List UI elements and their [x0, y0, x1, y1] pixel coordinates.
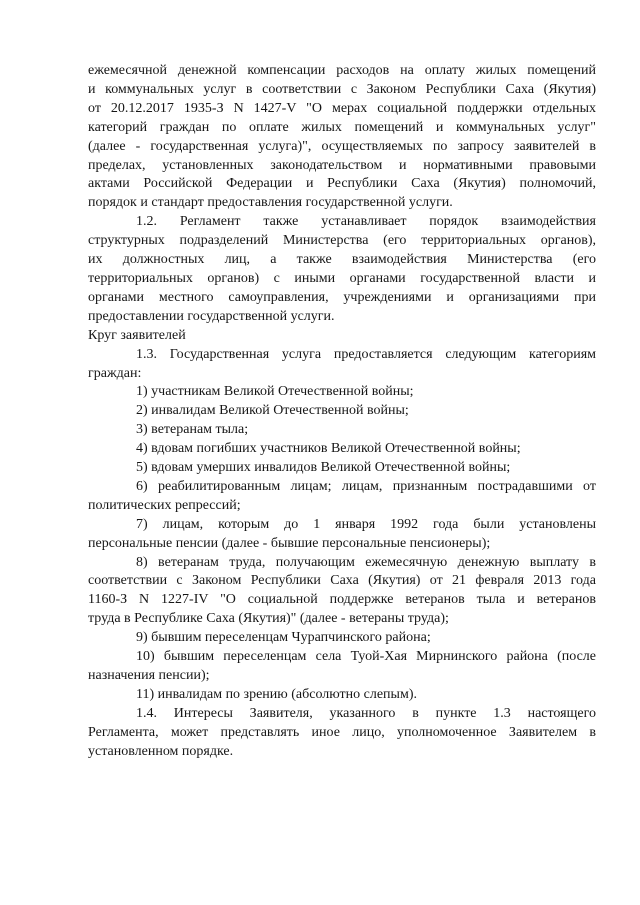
list-item-line: назначения пенсии);: [88, 668, 210, 683]
list-item: [88, 402, 596, 421]
list-item-line: 3) ветеранам тыла;: [136, 422, 249, 438]
list-item-line: 7) лицам, которым до 1 января 1992 года были установлены: [136, 516, 596, 532]
list-item: [88, 459, 596, 478]
list-item-line: 11) инвалидам по зрению (абсолютно слепым).: [136, 686, 417, 702]
list-item-line: 9) бывшим переселенцам Чурапчинского района;: [136, 630, 431, 646]
list-item: [88, 383, 596, 402]
text-line: структурных подразделений Министерства (его территориальных органов),: [88, 233, 596, 249]
text-line: порядок и стандарт предоставления государственной услуги.: [88, 195, 453, 211]
list-item: [88, 554, 596, 630]
section-heading: Круг заявителей: [88, 327, 186, 343]
list-item-line: политических репрессий;: [88, 497, 241, 513]
text-line: 1.3. Государственная услуга предоставляется следующим категориям: [136, 346, 596, 362]
list-item-line: соответствии с Законом Республики Саха (Якутия) от 21 февраля 2013 года: [88, 573, 596, 589]
list-item: [88, 440, 596, 459]
list-item: [88, 516, 596, 554]
list-item-line: 1160-З N 1227-IV "О социальной поддержке ветеранов тыла и ветеранов: [88, 592, 596, 608]
list-item: [88, 421, 596, 440]
list-item-line: 5) вдовам умерших инвалидов Великой Отечественной войны;: [136, 460, 511, 476]
text-line: актами Российской Федерации и Республики Саха (Якутия) полномочий,: [88, 176, 596, 192]
list-item-line: 1) участникам Великой Отечественной войны;: [136, 384, 414, 400]
text-line: и коммунальных услуг в соответствии с Законом Республики Саха (Якутия): [88, 81, 596, 97]
text-line: 1.2. Регламент также устанавливает порядок взаимодействия: [136, 214, 596, 230]
text-line: ежемесячной денежной компенсации расходов на оплату жилых помещений: [88, 63, 596, 78]
document-body: [88, 62, 596, 762]
text-line: их должностных лиц, а также взаимодействия Министерства (его: [88, 252, 596, 268]
list-item: [88, 648, 596, 686]
text-line: установленном порядке.: [88, 743, 234, 759]
list-item-line: 8) ветеранам труда, получающим ежемесячную денежную выплату в: [136, 554, 596, 570]
list-item-line: 6) реабилитированным лицам; лицам, признанным пострадавшими от: [136, 478, 596, 494]
text-line: территориальных органов) с иными органами государственной власти и: [88, 270, 596, 286]
list-item: [88, 686, 596, 705]
text-line: пределах, установленных законодательством и нормативными правовыми: [88, 157, 596, 173]
section-1-4-paragraph: [88, 705, 596, 762]
list-item-line: 4) вдовам погибших участников Великой Отечественной войны;: [136, 441, 521, 457]
text-line: от 20.12.2017 1935-З N 1427-V "О мерах социальной поддержки отдельных: [88, 100, 596, 116]
list-item: [88, 629, 596, 648]
text-line: Регламента, может представлять иное лицо, уполномоченное Заявителем в: [88, 724, 596, 740]
section-1-2-paragraph: [88, 213, 596, 326]
text-line: предоставлении государственной услуги.: [88, 308, 335, 324]
list-item: [88, 478, 596, 516]
text-line: граждан:: [88, 365, 142, 381]
section-1-3-paragraph: [88, 346, 596, 384]
applicant-category-list: [88, 383, 596, 704]
text-line: органами местного самоуправления, учреждениями и организациями при: [88, 289, 596, 305]
list-item-line: 2) инвалидам Великой Отечественной войны;: [136, 403, 409, 419]
list-item-line: 10) бывшим переселенцам села Туой-Хая Мирнинского района (после: [136, 649, 596, 665]
intro-paragraph: [88, 62, 596, 213]
text-line: 1.4. Интересы Заявителя, указанного в пункте 1.3 настоящего: [136, 705, 596, 721]
list-item-line: труда в Республике Саха (Якутия)" (далее - ветераны труда);: [88, 611, 449, 627]
list-item-line: персональные пенсии (далее - бывшие персональные пенсионеры);: [88, 535, 491, 551]
text-line: (далее - государственная услуга)", осуществляемых по запросу заявителей в: [88, 138, 596, 154]
text-line: категорий граждан по оплате жилых помещений и коммунальных услуг": [88, 119, 596, 135]
